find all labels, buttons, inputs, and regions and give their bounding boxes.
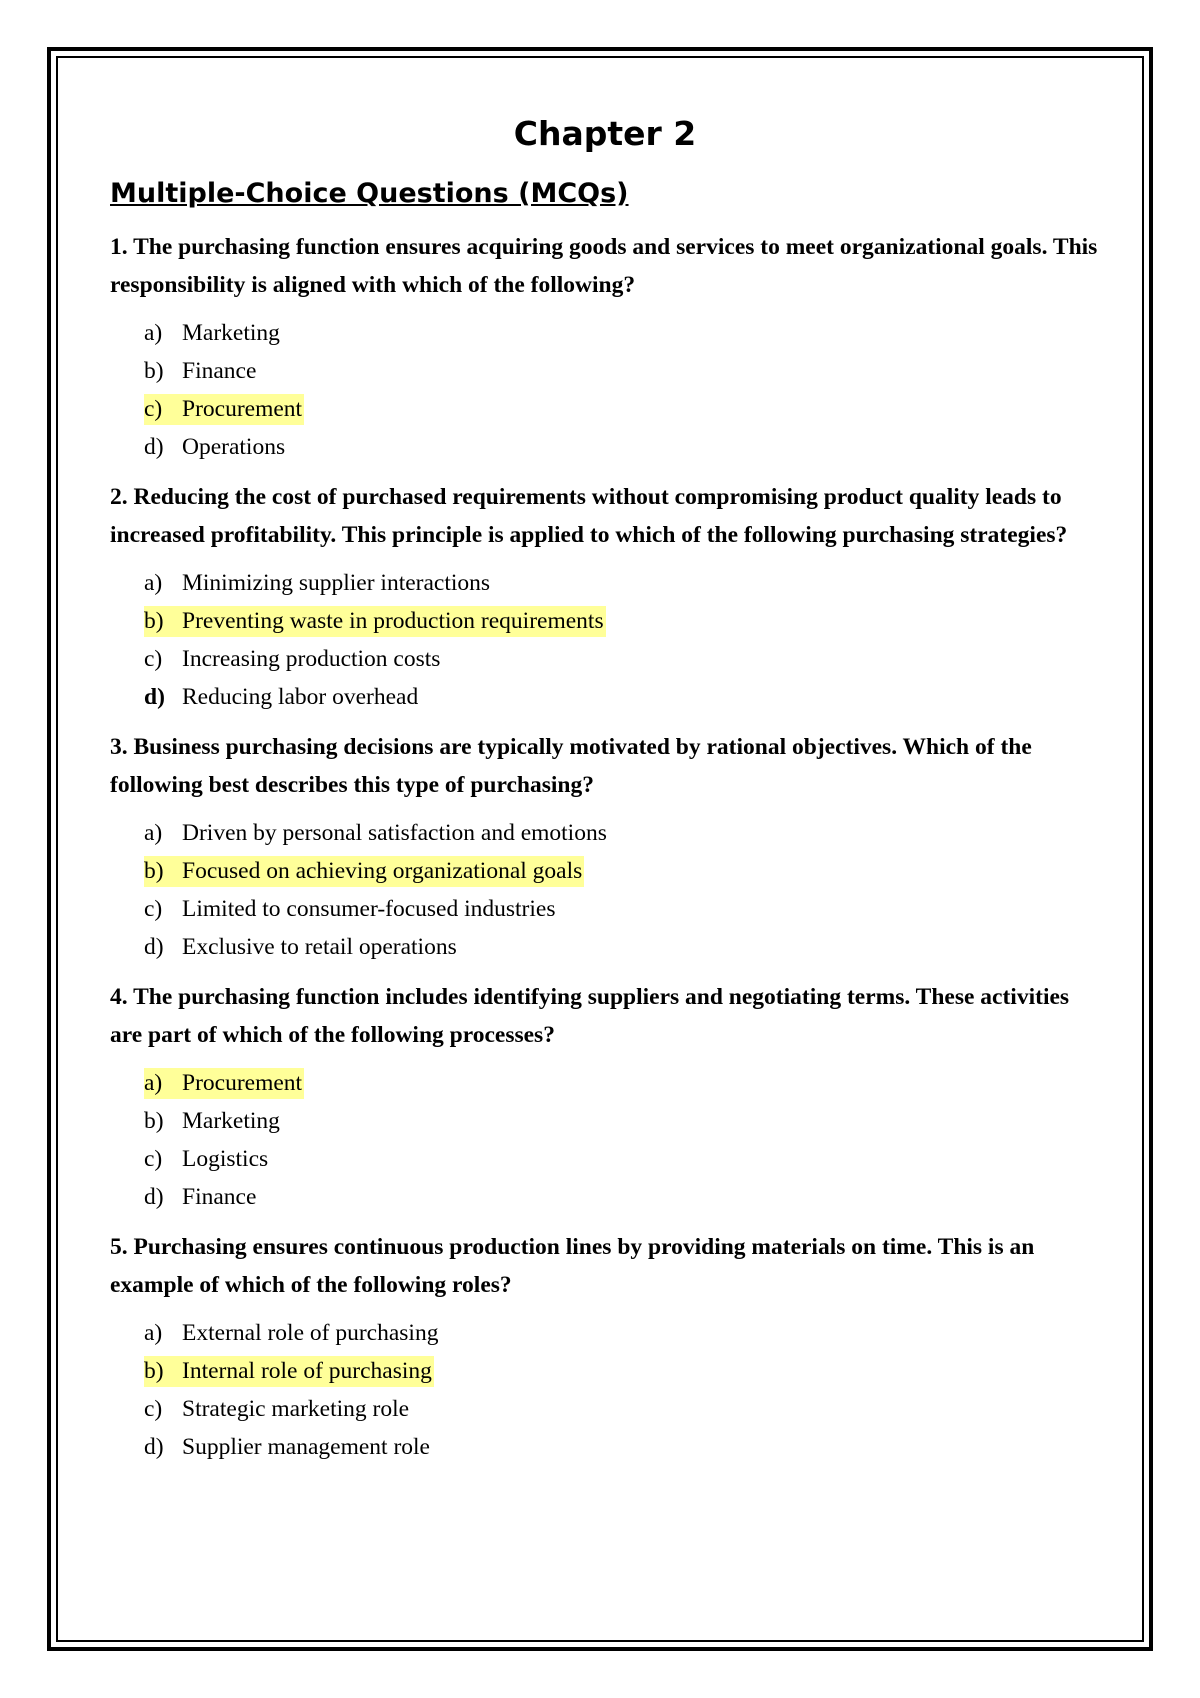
option-text: Finance (182, 1184, 257, 1210)
option-c (144, 1390, 1100, 1428)
option-text: Driven by personal satisfaction and emotions (182, 820, 607, 846)
question-text: 1. The purchasing function ensures acquiring goods and services to meet organizational goals. This responsibility is aligned with which of the following? (110, 234, 1098, 298)
question-2 (110, 478, 1100, 716)
option-letter: a) (144, 1070, 163, 1096)
option-d (144, 678, 1100, 716)
option-d (144, 1428, 1100, 1466)
option-text: Limited to consumer-focused industries (182, 896, 556, 922)
option-letter: d) (144, 434, 164, 460)
option-text: Procurement (182, 1070, 303, 1096)
option-letter: c) (144, 1146, 163, 1172)
option-list (110, 1064, 1100, 1216)
option-list (110, 564, 1100, 716)
option-text: Operations (182, 434, 286, 460)
option-letter: c) (144, 896, 163, 922)
option-text: Preventing waste in production requirements (182, 608, 604, 634)
option-d (144, 1178, 1100, 1216)
option-letter: a) (144, 820, 163, 846)
option-c (144, 1140, 1100, 1178)
option-a (144, 1314, 1100, 1352)
option-letter: d) (144, 1184, 164, 1210)
option-d (144, 928, 1100, 966)
option-text: Procurement (182, 396, 303, 422)
option-letter: c) (144, 396, 163, 422)
option-a (144, 564, 1100, 602)
option-b (144, 1102, 1100, 1140)
option-text: Marketing (182, 320, 280, 346)
option-c (144, 890, 1100, 928)
option-c (144, 390, 1100, 428)
option-text: Strategic marketing role (182, 1396, 410, 1422)
option-text: Focused on achieving organizational goals (182, 858, 583, 884)
question-1 (110, 228, 1100, 466)
question-text: 3. Business purchasing decisions are typically motivated by rational objectives. Which of the following best describes this type of purchasing? (110, 734, 1032, 798)
option-b (144, 602, 1100, 640)
option-letter: b) (144, 358, 164, 384)
option-letter: c) (144, 646, 163, 672)
option-text: Finance (182, 358, 257, 384)
option-letter: d) (144, 934, 164, 960)
question-5 (110, 1228, 1100, 1466)
option-letter: d) (144, 1434, 164, 1460)
option-letter: b) (144, 858, 164, 884)
option-a (144, 314, 1100, 352)
question-text: 5. Purchasing ensures continuous production lines by providing materials on time. This is an example of which of the following roles? (110, 1234, 1035, 1298)
option-letter: b) (144, 608, 164, 634)
chapter-title: Chapter 2 (513, 114, 697, 153)
question-3 (110, 728, 1100, 966)
option-list (110, 814, 1100, 966)
option-letter: d) (144, 684, 165, 710)
option-c (144, 640, 1100, 678)
option-letter: c) (144, 1396, 163, 1422)
option-text: Increasing production costs (182, 646, 441, 672)
option-b (144, 852, 1100, 890)
option-letter: a) (144, 570, 163, 596)
question-4 (110, 978, 1100, 1216)
option-list (110, 314, 1100, 466)
section-heading: Multiple-Choice Questions (MCQs) (110, 178, 629, 209)
option-text: External role of purchasing (182, 1320, 439, 1346)
option-b (144, 1352, 1100, 1390)
document-content (110, 108, 1100, 1466)
option-letter: a) (144, 1320, 163, 1346)
option-text: Exclusive to retail operations (182, 934, 457, 960)
option-a (144, 814, 1100, 852)
option-text: Logistics (182, 1146, 269, 1172)
option-text: Supplier management role (182, 1434, 430, 1460)
option-text: Minimizing supplier interactions (182, 570, 491, 596)
option-text: Reducing labor overhead (182, 684, 419, 710)
option-text: Internal role of purchasing (182, 1358, 432, 1384)
option-a (144, 1064, 1100, 1102)
option-text: Marketing (182, 1108, 280, 1134)
question-text: 2. Reducing the cost of purchased requirements without compromising product quality leads to increased profitability. This principle is applied to which of the following purchasing strategies? (110, 484, 1068, 548)
option-letter: a) (144, 320, 163, 346)
option-b (144, 352, 1100, 390)
option-letter: b) (144, 1358, 164, 1384)
option-d (144, 428, 1100, 466)
option-list (110, 1314, 1100, 1466)
option-letter: b) (144, 1108, 164, 1134)
question-text: 4. The purchasing function includes identifying suppliers and negotiating terms. These activities are part of which of the following processes? (110, 984, 1070, 1048)
